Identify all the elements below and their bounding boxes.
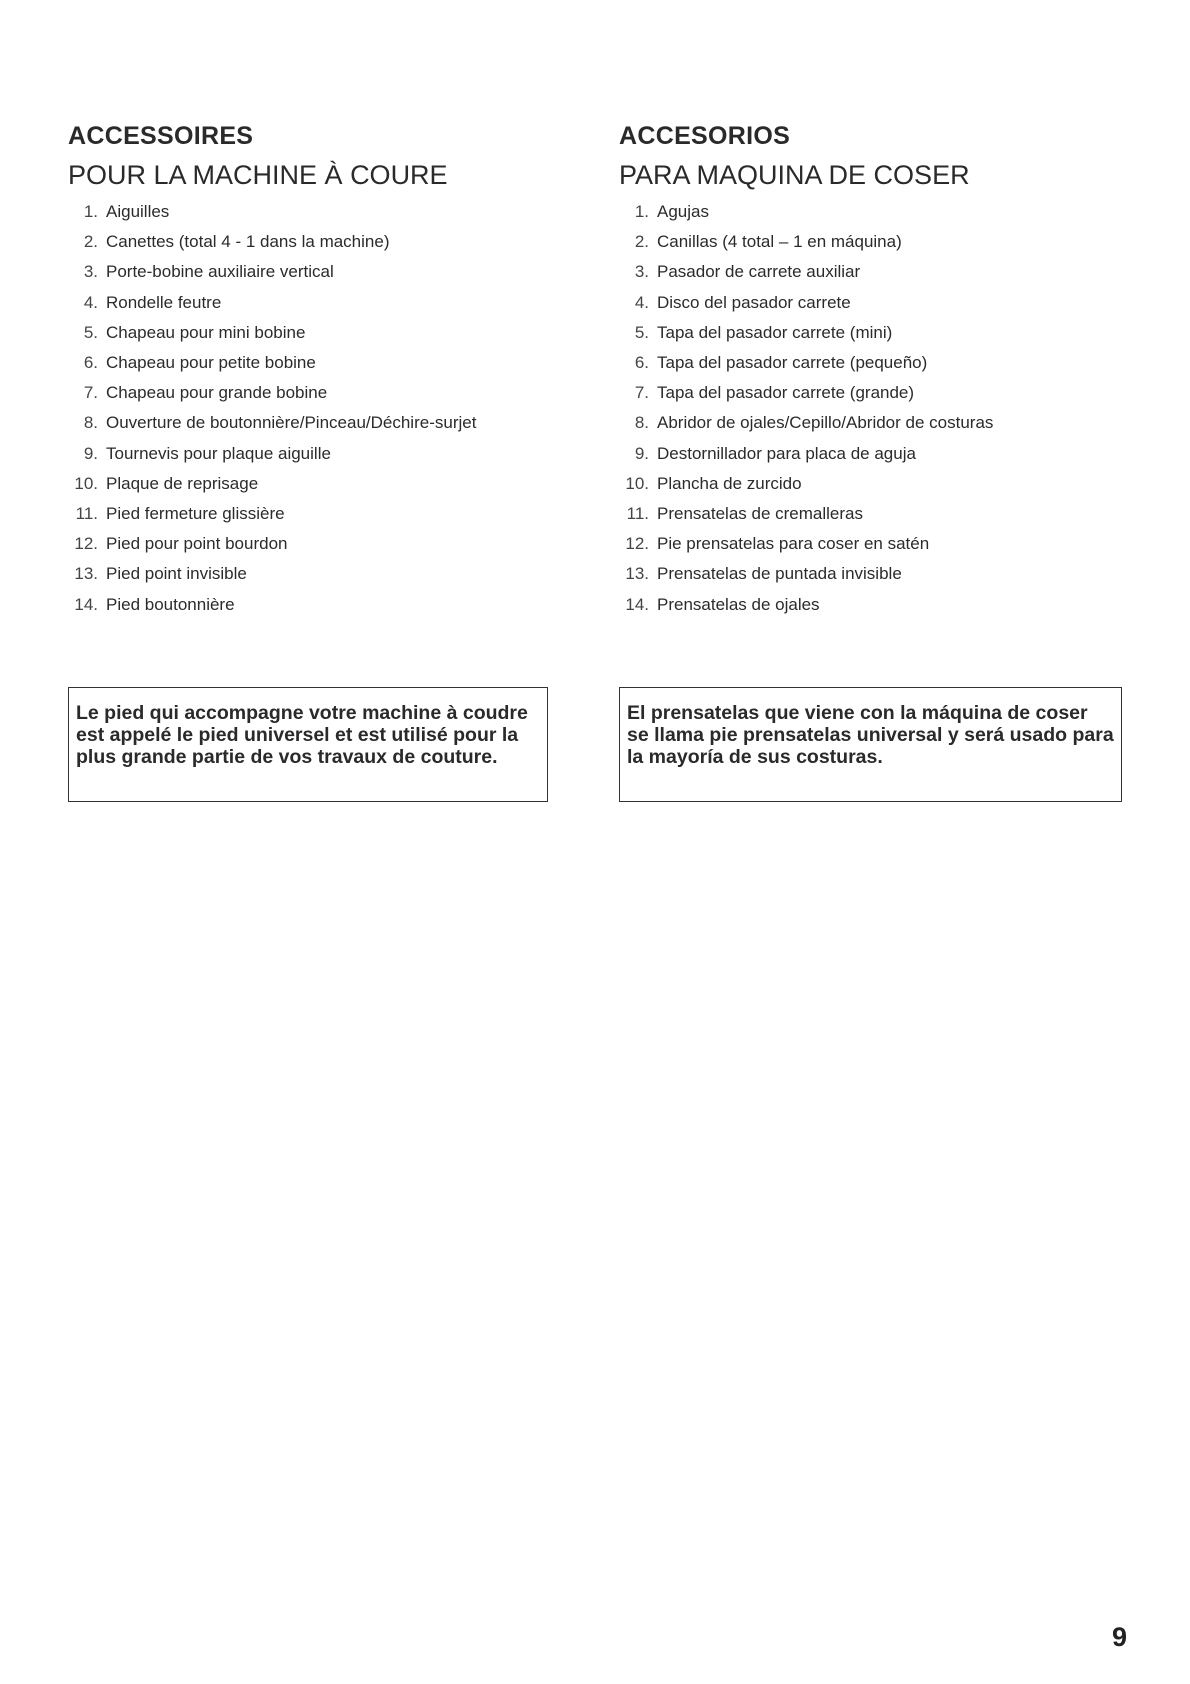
item-text: Ouverture de boutonnière/Pinceau/Déchire-surjet [106, 413, 477, 433]
list-item [619, 348, 1099, 378]
item-text: Agujas [657, 202, 709, 221]
list-item [619, 408, 1099, 438]
item-number: 4. [83, 292, 98, 312]
list-item [619, 499, 1099, 529]
item-number: 6. [83, 353, 98, 373]
item-text: Tournevis pour plaque aiguille [106, 443, 331, 463]
item-text: Tapa del pasador carrete (pequeño) [657, 353, 928, 373]
list-item [68, 469, 548, 499]
item-number: 5. [634, 322, 649, 342]
item-number: 9. [83, 443, 98, 463]
item-number: 8. [634, 413, 649, 433]
item-number: 1. [634, 202, 649, 221]
french-column [68, 120, 548, 620]
spanish-column [619, 120, 1099, 620]
item-number: 8. [83, 413, 98, 433]
item-number: 12. [625, 534, 649, 554]
item-text: Prensatelas de puntada invisible [657, 564, 902, 584]
list-item [68, 408, 548, 438]
list-item [68, 227, 548, 257]
list-item [68, 439, 548, 469]
list-item [68, 288, 548, 318]
item-text: Rondelle feutre [106, 292, 222, 312]
item-text: Destornillador para placa de aguja [657, 443, 916, 463]
item-text: Tapa del pasador carrete (grande) [657, 383, 915, 403]
spanish-note-box: El prensatelas que viene con la máquina de coser se llama pie prensatelas universal y será usado para la mayoría de sus costuras. [619, 687, 1122, 802]
spanish-accessory-list [619, 197, 1099, 620]
list-item [68, 318, 548, 348]
item-text: Pied pour point bourdon [106, 534, 288, 554]
item-text: Pied boutonnière [106, 594, 235, 614]
item-number: 13. [625, 564, 649, 584]
item-text: Aiguilles [106, 202, 170, 221]
list-item [68, 197, 548, 227]
item-number: 6. [634, 353, 649, 373]
french-note-box: Le pied qui accompagne votre machine à coudre est appelé le pied universel et est utilisé pour la plus grande partie de vos travaux de couture. [68, 687, 548, 802]
list-item [68, 378, 548, 408]
list-item [619, 590, 1099, 620]
list-item [619, 439, 1099, 469]
item-number: 3. [634, 262, 649, 282]
item-number: 2. [83, 232, 98, 252]
item-text: Disco del pasador carrete [657, 292, 851, 312]
item-text: Tapa del pasador carrete (mini) [657, 322, 893, 342]
item-text: Pie prensatelas para coser en satén [657, 534, 930, 554]
item-text: Canettes (total 4 - 1 dans la machine) [106, 232, 390, 252]
item-text: Porte-bobine auxiliaire vertical [106, 262, 334, 282]
item-number: 1. [83, 202, 98, 221]
item-text: Pasador de carrete auxiliar [657, 262, 861, 282]
item-text: Abridor de ojales/Cepillo/Abridor de costuras [657, 413, 994, 433]
item-number: 4. [634, 292, 649, 312]
item-number: 12. [74, 534, 98, 554]
list-item [619, 257, 1099, 287]
item-text: Plancha de zurcido [657, 473, 802, 493]
item-number: 5. [83, 322, 98, 342]
list-item [619, 378, 1099, 408]
item-number: 2. [634, 232, 649, 252]
item-text: Chapeau pour mini bobine [106, 322, 306, 342]
list-item [619, 529, 1099, 559]
list-item [68, 590, 548, 620]
list-item [68, 559, 548, 589]
french-accessory-list [68, 197, 548, 620]
list-item [619, 288, 1099, 318]
list-item [619, 559, 1099, 589]
spanish-heading: ACCESORIOS [619, 122, 791, 150]
page-number: 9 [1112, 1622, 1128, 1652]
list-item [619, 318, 1099, 348]
list-item [68, 499, 548, 529]
item-number: 11. [75, 504, 98, 524]
list-item [68, 529, 548, 559]
item-number: 10. [74, 473, 98, 493]
item-number: 7. [83, 383, 98, 403]
item-number: 11. [626, 504, 649, 524]
list-item [68, 257, 548, 287]
item-text: Pied point invisible [106, 564, 247, 584]
item-number: 10. [625, 473, 649, 493]
list-item [619, 469, 1099, 499]
item-number: 14. [625, 594, 649, 614]
item-number: 7. [634, 383, 649, 403]
item-text: Prensatelas de ojales [657, 594, 820, 614]
french-subheading: POUR LA MACHINE À COURE [68, 160, 448, 190]
list-item [619, 227, 1099, 257]
item-text: Plaque de reprisage [106, 473, 259, 493]
list-item [619, 197, 1099, 227]
list-item [68, 348, 548, 378]
item-number: 14. [74, 594, 98, 614]
item-number: 13. [74, 564, 98, 584]
spanish-subheading: PARA MAQUINA DE COSER [619, 160, 970, 190]
item-text: Pied fermeture glissière [106, 504, 285, 524]
item-text: Canillas (4 total – 1 en máquina) [657, 232, 902, 252]
item-text: Prensatelas de cremalleras [657, 504, 863, 524]
french-heading: ACCESSOIRES [68, 122, 254, 150]
item-number: 3. [83, 262, 98, 282]
item-text: Chapeau pour grande bobine [106, 383, 328, 403]
item-text: Chapeau pour petite bobine [106, 353, 316, 373]
item-number: 9. [634, 443, 649, 463]
